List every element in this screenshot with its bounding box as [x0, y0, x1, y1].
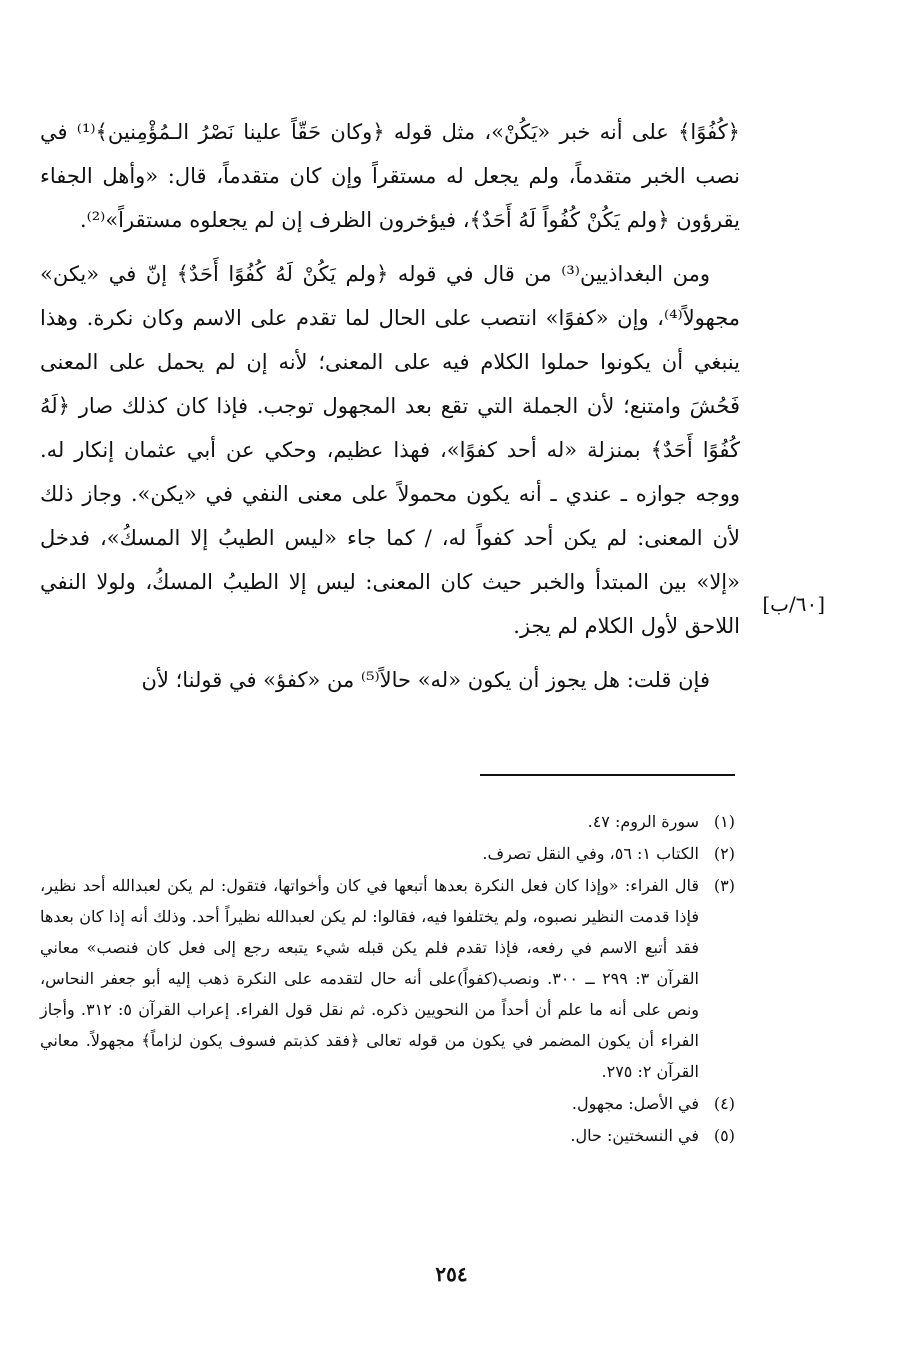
footnote-text: في النسختين: حال.: [570, 1126, 699, 1145]
paragraph-1: ﴿كُفُوًا﴾ على أنه خبر «يَكُنْ»، مثل قوله ﴿وكان حَقّاً علينا نَصْرُ الـمُؤْمِنين﴾⁽¹⁾ في نصب الخبر متقدماً، ولم يجعل له مستقراً وإن كان متقدماً، قال: «وأهل الجفاء يقرؤون ﴿ولم يَكُنْ كُفُواً لَهُ أَحَدٌ﴾، فيؤخرون الظرف إن لم يجعلوه مستقراً»⁽²⁾.: [40, 120, 740, 232]
footnote-number: (٣): [713, 876, 735, 895]
footnote-2: [40, 838, 735, 869]
page-number: ٢٥٤: [435, 1262, 468, 1286]
footnote-number: (٥): [713, 1126, 735, 1145]
footnote-text: في الأصل: مجهول.: [571, 1094, 699, 1113]
paragraph-2: ومن البغداذيين⁽³⁾ من قال في قوله ﴿ولم يَكُنْ لَهُ كُفُوًا أَحَدٌ﴾ إنّ في «يكن» مجهولاً⁽⁴⁾، وإن «كفوًا» انتصب على الحال لما تقدم على الاسم وكان نكرة. وهذا ينبغي أن يكونوا حملوا الكلام فيه على المعنى؛ لأنه إن لم يحمل على المعنى فَحُشَ وامتنع؛ لأن الجملة التي تقع بعد المجهول توجب. فإذا كان كذلك صار ﴿لَهُ كُفُوًا أَحَدٌ﴾ بمنزلة «له أحد كفوًا»، فهذا عظيم، وحكي عن أبي عثمان إنكار له. ووجه جوازه ـ عندي ـ أنه يكون محمولاً على معنى النفي في «يكن». وجاز ذلك لأن المعنى: لم يكن أحد كفواً له، / كما جاء «ليس الطيبُ إلا المسكُ»، فدخل «إلا» بين المبتدأ والخبر حيث كان المعنى: ليس إلا الطيبُ المسكُ، ولولا النفي اللاحق لأول الكلام لم يجز.: [40, 262, 740, 638]
footnote-divider: [480, 774, 735, 776]
footnote-4: [40, 1088, 735, 1119]
footnote-text: قال الفراء: «وإذا كان فعل النكرة بعدها أتبعها في كان وأخواتها، فتقول: لم يكن لعبدالله أحد نظير، فإذا قدمت النظير نصبوه، ولم يختلفوا فيه، فقالوا: لم يكن لعبدالله نظيراً أحد. وذلك أنه إذا كان بعدها فقد أتبع الاسم في رفعه، فإذا تقدم فلم يكن قبله شيء يتبعه رجع إلى فعل كان فنصب» معاني القرآن ٣: ٢٩٩ ــ ٣٠٠. ونصب(كفواً)على أنه حال لتقدمه على النكرة ذهب إليه أبو جعفر النحاس، ونص على أنه ما علم أن أحداً من النحويين ذكره. ثم نقل قول الفراء. إعراب القرآن ٥: ٣١٢. وأجاز الفراء أن يكون المضمر في يكون من قوله تعالى ﴿فقد كذبتم فسوف يكون لزاماً﴾ مجهولاً. معاني القرآن ٢: ٢٧٥.: [40, 876, 699, 1081]
main-text: [40, 110, 740, 712]
footnote-5: [40, 1120, 735, 1151]
footnote-text: سورة الروم: ٤٧.: [587, 812, 699, 831]
footnote-number: (٤): [713, 1094, 735, 1113]
footnote-1: [40, 806, 735, 837]
footnote-3: [40, 870, 735, 1087]
footnote-number: (١): [713, 812, 735, 831]
footnote-number: (٢): [713, 844, 735, 863]
footnote-text: الكتاب ١: ٥٦، وفي النقل تصرف.: [482, 844, 699, 863]
manuscript-folio-marker: [٦٠/ب]: [762, 592, 825, 616]
footnotes: [40, 806, 735, 1152]
paragraph-3: فإن قلت: هل يجوز أن يكون «له» حالاً⁽⁵⁾ من «كفؤ» في قولنا؛ لأن: [141, 668, 710, 692]
